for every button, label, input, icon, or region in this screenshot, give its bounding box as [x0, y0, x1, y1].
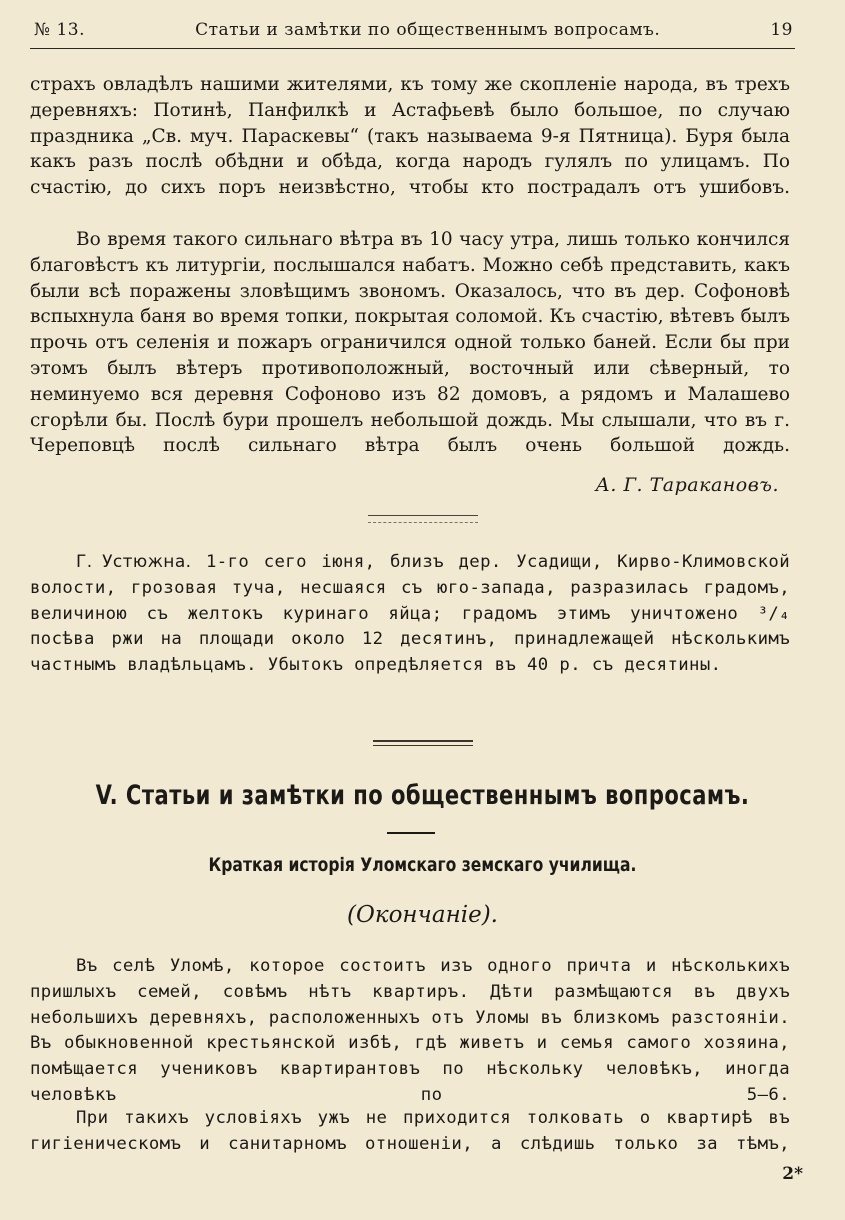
issue-number: № 13.	[34, 20, 86, 40]
article3-paragraph2: При такихъ условіяхъ ужъ не приходится толковать о квартирѣ въ гигіеническомъ и санитарномъ отношеніи, а слѣдишь только за тѣмъ,	[30, 1108, 790, 1154]
section-divider	[373, 740, 473, 746]
running-title: Статьи и замѣтки по общественнымъ вопросамъ.	[195, 20, 661, 40]
article2-paragraph	[30, 550, 790, 679]
article-title: Краткая исторія Уломскаго земскаго училища.	[208, 854, 637, 876]
header-rule	[30, 48, 795, 49]
page-number: 19	[770, 20, 793, 40]
article-subtitle: (Окончаніе).	[347, 902, 498, 928]
running-header	[34, 20, 793, 46]
article1-paragraph2: Во время такого сильнаго вѣтра въ 10 часу утра, лишь только кончился благовѣстъ къ литургіи, послышался набатъ. Можно себѣ представить, какъ были всѣ поражены зловѣщимъ звономъ. Оказалось, что въ дер. Софоновѣ вспыхнула баня во время топки, покрытая соломой. Къ счастію, вѣтевъ былъ прочь отъ селенія и пожаръ ограничился одной только баней. Если бы при этомъ былъ вѣтеръ противоположный, восточный или сѣверный, то неминуемо вся деревня Софоново изъ 82 домовъ, а рядомъ и Малашево сгорѣли бы. Послѣ бури прошелъ небольшой дождь. Мы слышали, что въ г. Череповцѣ послѣ сильнаго вѣтра былъ очень большой дождь.	[30, 229, 790, 457]
article2-city: Г. Устюжна.	[76, 552, 192, 572]
section-title: V. Статьи и замѣтки по общественнымъ вопросамъ.	[95, 780, 750, 811]
signature-mark: 2*	[782, 1164, 803, 1184]
divider-ornament	[368, 515, 478, 523]
article1-signature: А. Г. Таракановъ.	[595, 474, 779, 496]
article2-text: 1-го сего іюня, близъ дер. Усадищи, Кирво-Климовской волости, грозовая туча, несшаяся съ юго-запада, разразилась градомъ, величиною съ желтокъ куринаго яйца; градомъ этимъ уничтожено ³/₄ посѣва ржи на площади около 12 десятинъ, принадлежащей нѣсколькимъ частнымъ владѣльцамъ. Убытокъ опредѣляется въ 40 р. съ десятины.	[30, 552, 790, 676]
section-title-rule	[387, 832, 435, 834]
article3-paragraph1: Въ селѣ Уломѣ, которое состоитъ изъ одного причта и нѣсколькихъ пришлыхъ семей, совѣмъ нѣтъ квартиръ. Дѣти размѣщаются въ двухъ небольшихъ деревняхъ, расположенныхъ отъ Уломы въ близкомъ разстояніи. Въ обыкновенной крестьянской избѣ, гдѣ живетъ и семья самого хозяина, помѣщается учениковъ квартирантовъ по нѣскольку человѣкъ, иногда человѣкъ по 5—6.	[30, 956, 790, 1105]
article1-paragraph1: страхъ овладѣлъ нашими жителями, къ тому же скопленіе народа, въ трехъ деревняхъ: Потинѣ, Панфилкѣ и Астафьевѣ было большое, по случаю праздника „Св. муч. Параскевы“ (такъ называема 9-я Пятница). Буря была какъ разъ послѣ обѣдни и обѣда, когда народъ гулялъ по улицамъ. По счастію, до сихъ поръ неизвѣстно, чтобы кто пострадалъ отъ ушибовъ.	[30, 74, 790, 199]
